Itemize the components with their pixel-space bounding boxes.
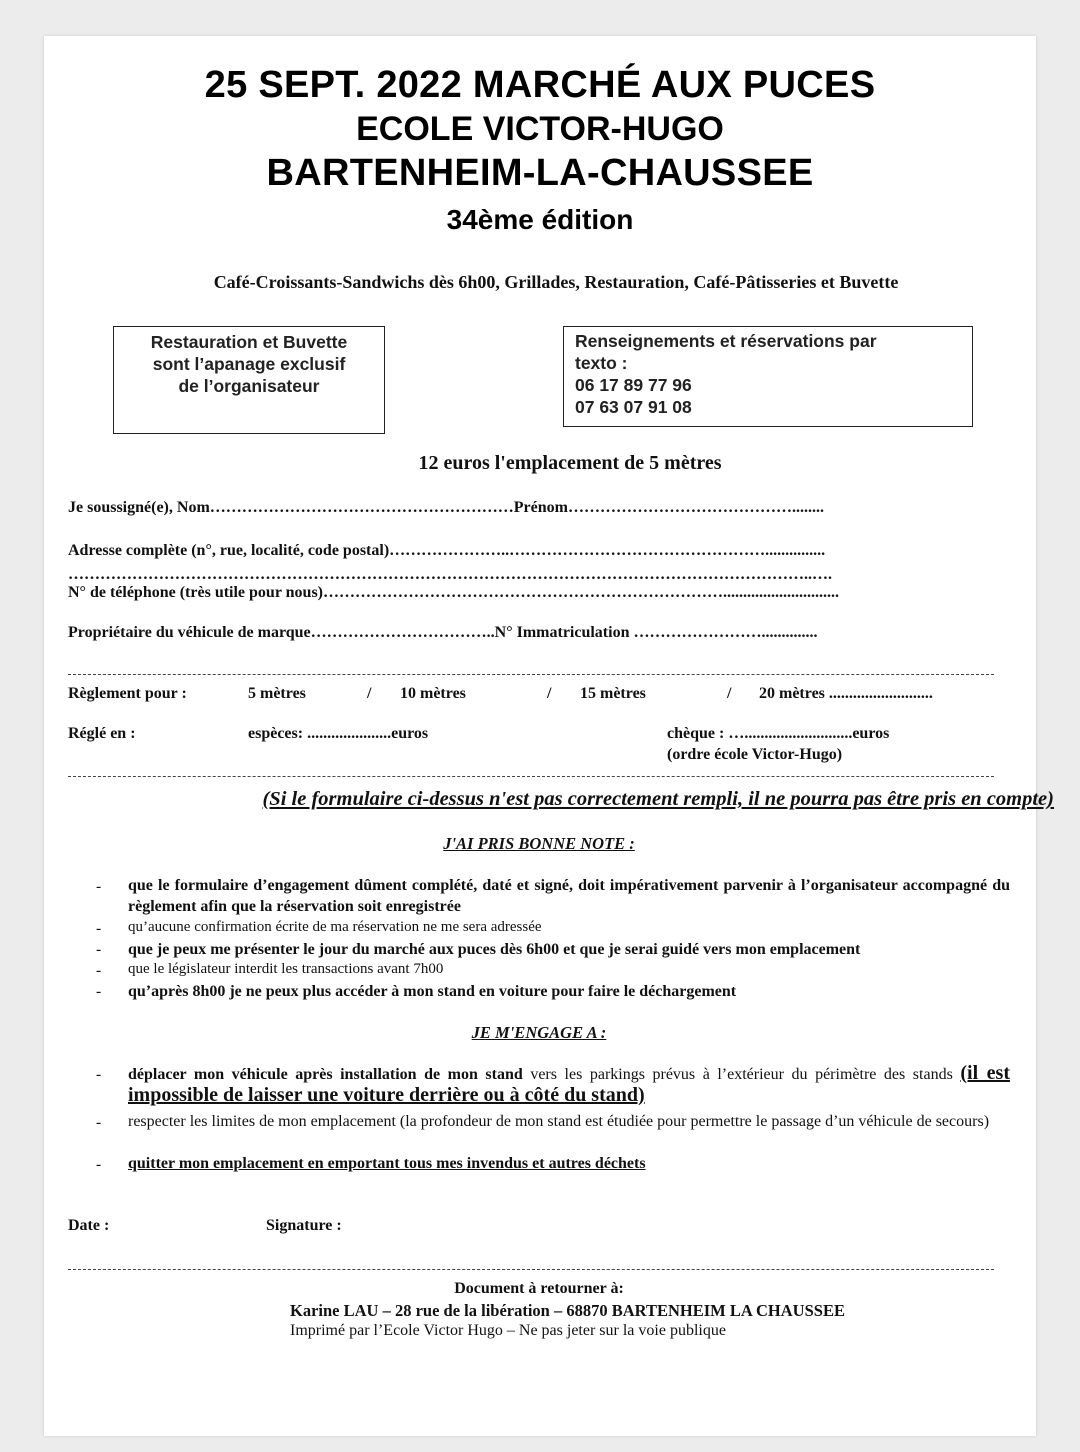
note-1: que le formulaire d’engagement dûment complété, daté et signé, doit impérativement parvenir à l’organisateur accompagné du règlement afin que la réservation soit enregistrée [128,877,1010,915]
name-field[interactable]: Je soussigné(e), Nom…………………………………………………Prénom……………………………………........ [68,499,824,516]
note-3: que je peux me présenter le jour du marché aux puces dès 6h00 et que je serai guidé vers mon emplacement [128,941,861,958]
catering-notice-box [113,326,385,434]
town-name: BARTENHEIM-LA-CHAUSSEE [266,152,814,194]
option-10m[interactable]: 10 mètres [400,685,466,702]
return-address: Karine LAU – 28 rue de la libération – 68870 BARTENHEIM LA CHAUSSEE [290,1301,845,1320]
separator: / [547,685,552,702]
contact-line-1: Renseignements et réservations par [575,331,877,351]
school-name: ECOLE VICTOR-HUGO [356,110,724,148]
bullet: - [96,983,102,1000]
contact-line-2: texto : [575,353,628,373]
address-field[interactable]: Adresse complète (n°, rue, localité, code postal)…………………..…………………………………………............... [68,542,826,559]
offer-line: Café-Croissants-Sandwichs dès 6h00, Grillades, Restauration, Café-Pâtisseries et Buvette [213,272,899,292]
warning-text: (Si le formulaire ci-dessus n'est pas correctement rempli, il ne pourra pas être pris en compte) [262,788,1054,810]
note-5: qu’après 8h00 je ne peux plus accéder à mon stand en voiture pour faire le déchargement [128,983,737,1000]
engage-1 [128,1063,1010,1107]
divider [68,1269,994,1270]
separator: / [727,685,732,702]
return-label: Document à retourner à: [454,1280,624,1297]
engage-2: respecter les limites de mon emplacement (la profondeur de mon stand est étudiée pour permettre le passage d’un véhicule de secours) [128,1113,990,1130]
date-field[interactable]: Date : [68,1217,110,1234]
payment-label: Règlement pour : [68,685,187,702]
printer-note: Imprimé par l’Ecole Victor Hugo – Ne pas jeter sur la voie publique [290,1322,726,1339]
contact-box [563,326,973,427]
separator: / [367,685,372,702]
option-20m[interactable]: 20 mètres .......................... [759,685,933,702]
option-5m[interactable]: 5 mètres [248,685,306,702]
bullet: - [96,962,102,979]
cheque-field[interactable]: chèque : …...........................euros [667,725,890,742]
divider [68,674,994,675]
bullet: - [96,941,102,958]
price-line: 12 euros l'emplacement de 5 mètres [418,452,722,474]
note-2: qu’aucune confirmation écrite de ma réservation ne me sera adressée [128,919,542,935]
catering-line-1: Restauration et Buvette [150,332,348,352]
bullet: - [96,1156,102,1173]
event-title: 25 SEPT. 2022 MARCHÉ AUX PUCES [204,64,876,106]
catering-line-2: sont l’apanage exclusif [152,354,346,374]
address-field-line-2[interactable]: …………………………………………………………………………………………………………………………..…. [68,566,832,583]
signature-field[interactable]: Signature : [266,1217,342,1234]
cash-field[interactable]: espèces: .....................euros [248,725,429,742]
option-15m[interactable]: 15 mètres [580,685,646,702]
bullet: - [96,878,102,895]
note-4: que le législateur interdit les transactions avant 7h00 [128,961,444,977]
engage-1-highlight: (il est impossible de laisser une voiture derrière ou à côté du stand) [128,1062,1011,1106]
engage-1-bold: déplacer mon véhicule après installation de mon stand [128,1066,523,1083]
divider [68,776,994,777]
contact-phone-1: 06 17 89 77 96 [575,375,692,395]
bullet: - [96,1114,102,1131]
paid-label: Réglé en : [68,725,136,742]
engage-3: quitter mon emplacement en emportant tous mes invendus et autres déchets [128,1155,646,1172]
note-heading: J'AI PRIS BONNE NOTE : [443,834,635,853]
vehicle-field[interactable]: Propriétaire du véhicule de marque……………………………..N° Immatriculation …………………….............. [68,624,818,641]
phone-field[interactable]: N° de téléphone (très utile pour nous)…………………………………………………………………............................. [68,584,839,601]
edition: 34ème édition [446,204,634,235]
bullet: - [96,920,102,937]
bullet: - [96,1066,102,1083]
engage-1-rest: vers les parkings prévus à l’extérieur du périmètre des stands [522,1066,961,1083]
catering-line-3: de l’organisateur [178,376,320,396]
cheque-order: (ordre école Victor-Hugo) [667,746,843,763]
engage-heading: JE M'ENGAGE A : [471,1023,607,1042]
contact-phone-2: 07 63 07 91 08 [575,397,692,417]
flyer-page [44,36,1054,1436]
